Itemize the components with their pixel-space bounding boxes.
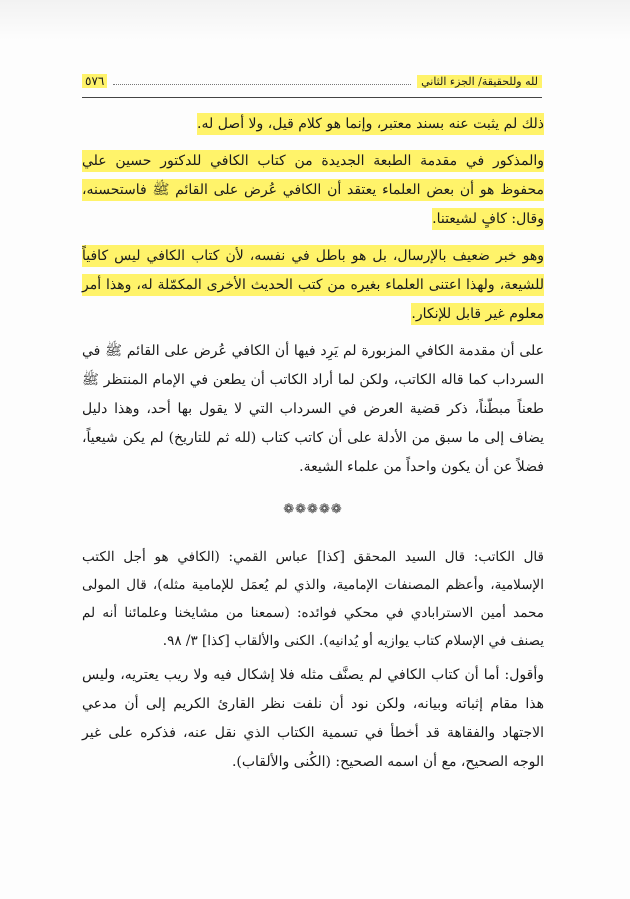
page-body [82, 110, 544, 777]
running-header [82, 70, 542, 92]
page-top-shade [0, 0, 630, 40]
paragraph-4: على أن مقدمة الكافي المزبورة لم يَرِد فيها أن الكافي عُرض على القائم ﷺ في السرداب كما قاله الكاتب، ولكن لما أراد الكاتب أن يطعن في الإمام المنتظر ﷺ طعناً مبطّناً، ذكر قضية العرض في السرداب التي لا يقول بها أحد، وهذا دليل يضاف إلى ما سبق من الأدلة على أن كاتب كتاب (لله ثم للتاريخ) لم يكن شيعياً، فضلاً عن أن يكون واحداً من علماء الشيعة. [82, 343, 544, 475]
section-ornament: ❁❁❁❁❁ [283, 502, 343, 517]
paragraph-2 [82, 147, 544, 234]
highlighted-text-3: وهو خبر ضعيف بالإرسال، بل هو باطل في نفسه، لأن كتاب الكافي ليس كافياً للشيعة، ولهذا اعتنى العلماء بغيره من كتب الحديث الأخرى المكمّلة له، وهذا أمر معلوم غير قابل للإنكار. [82, 245, 544, 325]
highlighted-text-2: والمذكور في مقدمة الطبعة الجديدة من كتاب الكافي للدكتور حسين علي محفوظ هو أن بعض العلماء يعتقد أن الكافي عُرض على القائم ﷺ فاستحسنه، وقال: كافٍ لشيعتنا. [82, 150, 544, 230]
paragraph-5: قال الكاتب: قال السيد المحقق [كذا] عباس القمي: (الكافي هو أجل الكتب الإسلامية، وأعظم المصنفات الإمامية، والذي لم يُعمَل للإمامية مثله)، قال المولى محمد أمين الاسترابادي في محكي فوائده: (سمعنا من مشايخنا وعلمائنا أنه لم يصنف في الإسلام كتاب يوازيه أو يُدانيه). الكنى والألقاب [كذا] ٣/ ٩٨. [82, 549, 544, 649]
header-rule [82, 97, 542, 98]
paragraph-3 [82, 242, 544, 329]
highlighted-text-1: ذلك لم يثبت عنه بسند معتبر، وإنما هو كلام قيل، ولا أصل له. [197, 113, 544, 135]
paragraph-1 [82, 110, 544, 139]
paragraph-6: وأقول: أما أن كتاب الكافي لم يصنَّف مثله فلا إشكال فيه ولا ريب يعتريه، وليس هذا مقام إثباته وبيانه، ولكن نود أن نلفت نظر القارئ الكريم إلى أن مدعي الاجتهاد والفقاهة قد أخطأ في تسمية الكتاب الذي نقل عنه، فذكره على غير الوجه الصحيح، مع أن اسمه الصحيح: (الكُنى والألقاب). [82, 667, 544, 770]
running-title: لله وللحقيقة/ الجزء الثاني [417, 75, 542, 88]
page-number: ٥٧٦ [82, 74, 107, 88]
header-dotted-leader [113, 84, 411, 85]
